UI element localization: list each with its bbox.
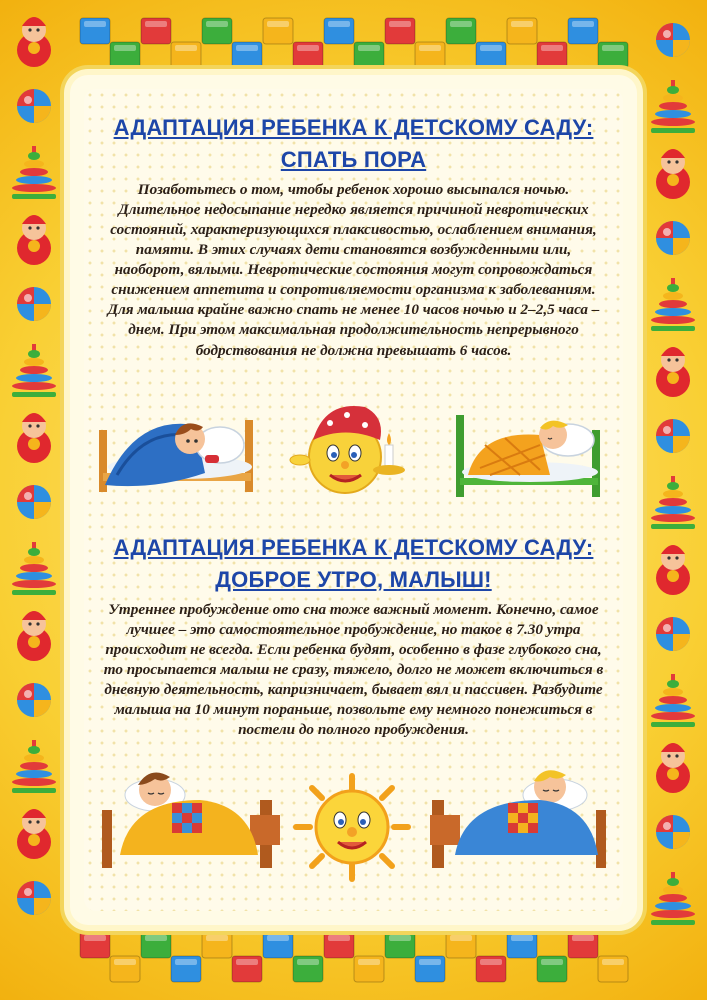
toy-block [110,42,140,68]
toy-block [415,956,445,982]
roly-poly-toy [656,149,690,199]
ball-toy [656,815,690,849]
ball-toy [656,23,690,57]
toy-block [141,18,171,44]
roly-poly-toy [656,743,690,793]
toy-block [293,42,323,68]
toy-block [507,18,537,44]
toy-block [415,42,445,68]
toy-block [568,18,598,44]
ball-toy [656,221,690,255]
section1-title-line1: АДАПТАЦИЯ РЕБЕНКА К ДЕТСКОМУ САДУ: [113,115,594,140]
toy-block [324,18,354,44]
roly-poly-toy [17,215,51,265]
toy-block [202,18,232,44]
roly-poly-toy [17,413,51,463]
ball-toy [17,89,51,123]
toy-block [171,42,201,68]
ball-toy [656,617,690,651]
toy-block [446,932,476,958]
toy-block [80,932,110,958]
toy-block [446,18,476,44]
section1-title-line2: СПАТЬ ПОРА [280,146,427,172]
ring-pyramid-toy [12,740,56,793]
toy-block [385,932,415,958]
section2-text: Утреннее пробуждение ото сна тоже важный момент. Конечно, самое лучшее – это самостоятельное пробуждение, но такое в 7.30 утра происходит не всегда. Если ребенка будят, особенно в фазе глубокого сна, то просыпается малыш не сразу, тяжело, долго не может включиться в дневную деятельность, капризничает, бывает вял и пассивен. Разбудите малыша на 10 минут пораньше, позвольте ему немного понежиться в постели до полного пробуждения. [103,601,604,739]
toy-block [354,956,384,982]
toy-block [537,42,567,68]
toy-block [232,42,262,68]
toy-block [293,956,323,982]
toy-block [171,956,201,982]
toy-block [476,956,506,982]
section1-text: Позаботьтесь о том, чтобы ребенок хорошо высыпался ночью. Длительное недосыпание нередко является причиной невротических состояний, характеризующихся плаксивостью, ослаблением внимания, памяти. В этих случаях дети становятся возбужденными или, наоборот, вялыми. Невротические состояния могут сопровождаться снижением аппетита и сопротивляемости организма к заболеваниям. Для малыша крайне важно спать не менее 10 часов ночью и 2–2,5 часа – днем. При этом максимальная продолжительность непрерывного бодрствования не должна превышать 6 часов. [107,181,600,359]
toy-block [507,932,537,958]
toy-block [598,42,628,68]
ring-pyramid-toy [12,542,56,595]
ball-toy [17,287,51,321]
toy-block [202,932,232,958]
toy-block [80,18,110,44]
toy-block [568,932,598,958]
section2-title-line2: ДОБРОЕ УТРО, МАЛЫШ! [215,566,492,592]
roly-poly-toy [656,545,690,595]
roly-poly-toy [17,611,51,661]
section2-title-line1: АДАПТАЦИЯ РЕБЕНКА К ДЕТСКОМУ САДУ: [113,535,594,560]
toy-block [263,932,293,958]
ball-toy [17,683,51,717]
toy-block [598,956,628,982]
ring-pyramid-toy [12,146,56,199]
waking-child-brown-bed-illustration [100,755,280,870]
toy-block [354,42,384,68]
ball-toy [656,419,690,453]
ball-toy [17,485,51,519]
ring-pyramid-toy [651,674,695,727]
toy-block [232,956,262,982]
toy-block [141,932,171,958]
ball-toy [17,881,51,915]
toy-block [385,18,415,44]
sleeping-boy-green-bed-illustration [450,400,610,500]
ring-pyramid-toy [12,344,56,397]
roly-poly-toy [17,809,51,859]
ring-pyramid-toy [651,476,695,529]
ring-pyramid-toy [651,278,695,331]
toy-block [476,42,506,68]
toy-block [324,932,354,958]
roly-poly-toy [656,347,690,397]
sleeping-child-bed-illustration [95,395,265,495]
section1-title [70,112,637,176]
moon-with-nightcap-illustration [285,395,420,505]
toy-block [110,956,140,982]
smiling-sun-illustration [290,770,415,885]
toy-block [263,18,293,44]
waking-boy-blue-blanket-illustration [430,755,610,870]
section2-title [70,532,637,596]
ring-pyramid-toy [651,80,695,133]
ring-pyramid-toy [651,872,695,925]
roly-poly-toy [17,17,51,67]
toy-block [537,956,567,982]
